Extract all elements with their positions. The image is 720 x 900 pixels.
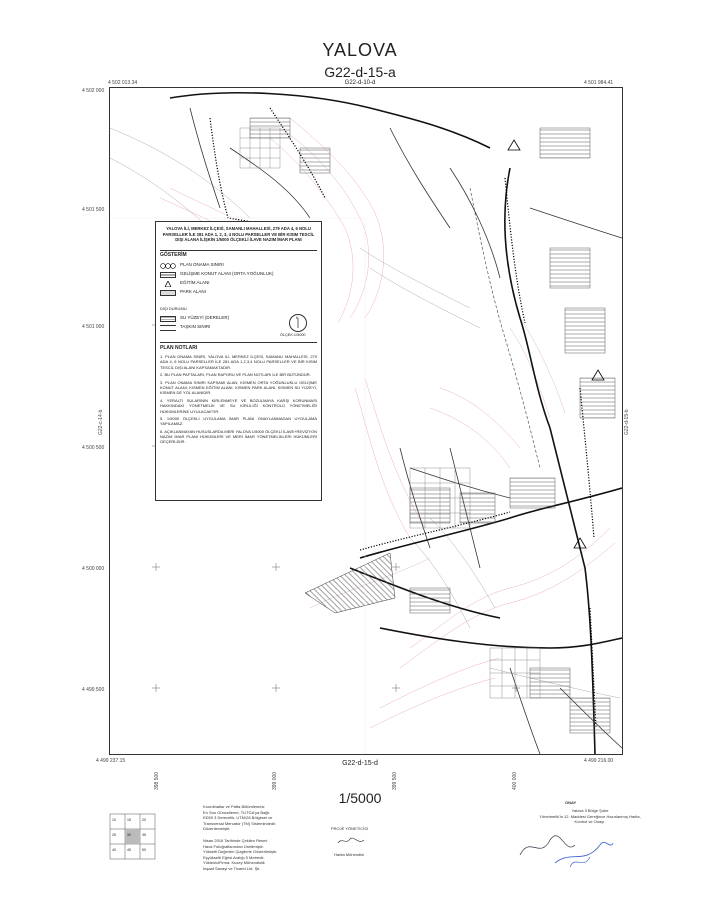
sheet-id: G22-d-15-a (324, 64, 396, 80)
legend-label: EĞİTİM ALANI (180, 280, 210, 286)
legend-scale: ÖLÇEK:1/5000 (280, 333, 306, 337)
project-manager-role: Harita Mühendisi (334, 852, 365, 857)
index-number: 35 (142, 833, 146, 837)
legend-heading: GÖSTERİM (160, 252, 187, 258)
plan-note: 5. 1/5000 ÖLÇEKLİ UYGULAMA İMAR PLANI ONAYLANMADAN UYGULAMA YAPILAMAZ. (160, 415, 317, 427)
plan-note: 6. AÇIKLANMAYAN HUSUSLARDA MERİ YALOVA 1/5000 ÖLÇEKLİ İLAVE+REVİZYON NAZIM İMAR PLANI HÜKÜMLERİ VE MERİ İMAR YÖNETMELİKLERİ HÜKÜMLERİ GEÇERLİDİR. (160, 428, 317, 445)
northing-label: 4 501 500 (82, 207, 105, 213)
index-number: 40 (112, 848, 116, 852)
triangle-icon (160, 281, 176, 287)
northing-label: 4 499 500 (82, 687, 105, 693)
legend-item-park (160, 288, 317, 297)
plan-note: 1. PLAN ONAMA SINIRI, YALOVA İLİ, MERKEZ İLÇESİ, SAMANLI MAHALLESİ, 279 ADA 4, 6 NOLU PARSELLER İLE 281 ADA 1,2,3,4 NOLU PARSELLER VE BİR KISIM TESCİL DIŞI ALANI KAPSAMAKTADIR. (160, 354, 317, 370)
legend-label: PARK ALANI (180, 289, 206, 295)
northing-label: 4 501 000 (82, 324, 105, 330)
northing-label: 4 502 000 (82, 88, 105, 94)
plan-note: 4. YERALTI SULARININ KİRLENMEYE VE BOZULMAYA KARŞI KORUNMASI HAKKINDAKİ YÖNETMELİK VE SU KİRLİLİĞİ KONTROLÜ YÖNETMELİĞİ HÜKÜMLERİNE UYULACAKTIR. (160, 397, 317, 414)
index-number: 10 (112, 818, 116, 822)
legend-label: TAŞKIN SINIRI (180, 324, 211, 330)
plan-boundary-symbol (160, 263, 176, 269)
legend-item-education (160, 279, 317, 288)
legend-label: SU YÜZEYİ (DERELER) (180, 315, 230, 321)
index-number: 15 (127, 818, 131, 822)
east-sheet-label: G22-d-15-b (624, 409, 630, 435)
sheet-index-grid (108, 812, 158, 867)
map-source-info: Nisan 2016 Tarihinde Çekilen Resmi Hava Fotoğraflarından Üretilmiştir. Yükselti Değerleri Çizgilerle Gösterilmiştir. Eşyükselti Eğrisi Aralığı 5 Metredir. YükleniciFirma: Kuzey Mühendislik İnşaat Sanayi ve Ticaret Ltd. Şti. (203, 838, 278, 871)
approval-signature (515, 825, 615, 870)
plan-title: YALOVA İLİ, MERKEZ İLÇESİ, SAMANLI MAHALLESİ, 279 ADA 4, 6 NOLU PARSELLER İLE 281 ADA 1, 2, 3, 4 NOLU PARSELLER VE BİR KISIM TESCİL DIŞI ALANA İLİŞKİN 1/5000 ÖLÇEKLİ İLAVE NAZIM İMAR PLANI (162, 226, 315, 243)
water-symbol (160, 316, 176, 322)
coord-bottom-right: 4 499 216.00 (584, 758, 614, 764)
coord-top-right: 4 501 984.41 (584, 80, 614, 86)
easting-label: 400 000 (512, 771, 518, 790)
easting-label: 399 500 (392, 771, 398, 790)
signature-stamp (336, 834, 366, 846)
legend-label: GELİŞME KONUT ALANI (ORTA YOĞUNLUK) (180, 271, 274, 277)
index-number: 20 (142, 818, 146, 822)
approval-text: Yalova İl Bölge Şube Yönetmelik'in 12. Maddesi Gereğince Hazırlanmış Harita, Kontrol ve Onayı. (539, 808, 641, 825)
flood-symbol (160, 325, 176, 331)
index-number: 50 (142, 848, 146, 852)
park-symbol (160, 290, 176, 296)
index-number: 25 (112, 833, 116, 837)
outside-heading: DIŞI DURUMU (160, 306, 187, 311)
legend-panel (155, 221, 322, 501)
plan-note: 3. PLAN ONAMA SINIRI KAPSAMI ALAN, KISMEN ORTA YOĞUNLUKLU GELİŞME KONUT ALANI, KISMEN EĞİTİM ALANI, KISMEN PARK ALANI, KISMEN SU YÜZEYİ, KISMEN DE YOL ALANIDIR. (160, 379, 317, 396)
coord-top-left: 4 502 013.34 (108, 80, 138, 86)
north-letter: K (296, 315, 299, 320)
north-arrow-icon (289, 314, 307, 332)
index-number: 45 (127, 848, 131, 852)
legend-item-plan-boundary (160, 261, 317, 270)
coord-bottom-left: 4 499 237.15 (96, 758, 126, 764)
map-title: YALOVA (322, 40, 398, 60)
west-sheet-label: G22-c-14-b (98, 409, 104, 435)
residential-symbol (160, 272, 176, 278)
plan-note: 2. BU PLAN PAFTALARI, PLAN RAPORU VE PLAN NOTLARI İLE BİR BÜTÜNDÜR. (160, 372, 311, 378)
legend-item-residential (160, 270, 317, 279)
easting-label: 399 000 (272, 771, 278, 790)
index-number: 30 (127, 833, 131, 837)
northing-label: 4 500 500 (82, 445, 105, 451)
approval-title: ONAY (565, 800, 577, 805)
coordinate-info: Koordinatlar ve Pafta Bölümlemesi En Son Güncelleme, TUTGA'ya Bağlı ED50 3 Derecelik, UTM/28 Bölgesel ve Transversal Mercator (TM) Sistemindedir. Düzenlenmiştir. (203, 804, 277, 832)
northing-label: 4 500 000 (82, 566, 105, 572)
map-scale: 1/5000 (338, 790, 382, 806)
north-sheet-label: G22-d-10-d (344, 80, 376, 86)
notes-heading: PLAN NOTLARI (160, 345, 198, 351)
project-manager-title: PROJE YÖNETİCİSİ (331, 826, 369, 831)
legend-label: PLAN ONAMA SINIRI (180, 262, 224, 268)
south-sheet-label: G22-d-15-d (342, 760, 378, 767)
easting-label: 398 500 (154, 771, 160, 790)
